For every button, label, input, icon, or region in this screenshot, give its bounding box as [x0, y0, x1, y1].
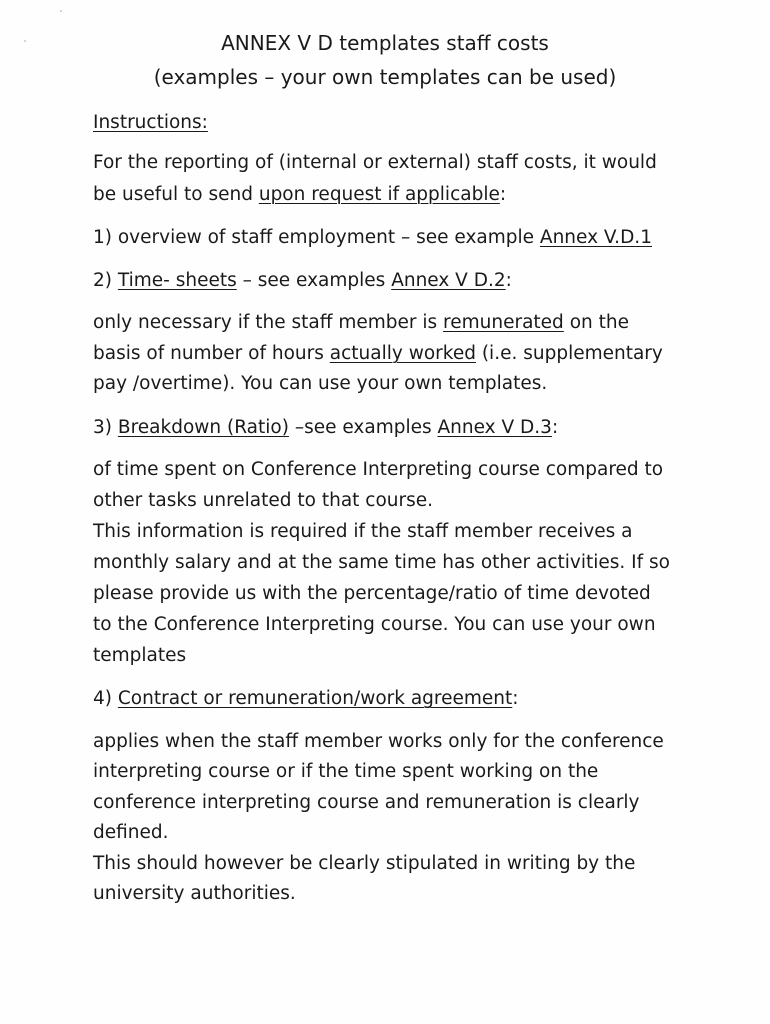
item-4-desc-line: university authorities.	[93, 883, 296, 904]
item-1-text: 1) overview of staff employment – see example	[93, 227, 540, 248]
item-2-desc-line	[93, 339, 663, 369]
upon-request-text: upon request if applicable	[258, 184, 500, 205]
intro-colon: :	[499, 184, 507, 205]
item-3-number: 3)	[93, 417, 118, 438]
item-4	[93, 684, 519, 714]
annex-vd1-ref: Annex V.D.1	[539, 227, 652, 248]
item-2-desc-line: pay /overtime). You can use your own templates.	[93, 373, 548, 394]
item-1	[93, 223, 652, 253]
item-4-desc-line: defined.	[93, 822, 169, 843]
item-4-desc-line: applies when the staff member works only for the conference	[93, 731, 664, 752]
item-2-text: – see examples	[236, 270, 392, 291]
annex-vd3-ref: Annex V D.3	[437, 417, 552, 438]
item-2-colon: :	[505, 270, 512, 291]
item-2-desc-text: only necessary if the staff member is	[93, 312, 444, 333]
item-2-desc-line	[93, 308, 629, 338]
instructions-heading: Instructions:	[93, 112, 208, 133]
item-3-desc-line: other tasks unrelated to that course.	[93, 490, 434, 511]
item-4-desc-line: This should however be clearly stipulated in writing by the	[93, 853, 636, 874]
page-subtitle: (examples – your own templates can be used)	[153, 65, 617, 89]
item-2-desc-text: basis of number of hours	[93, 343, 330, 364]
item-3	[93, 413, 558, 443]
annex-vd2-ref: Annex V D.2	[391, 270, 506, 291]
item-3-desc-line: monthly salary and at the same time has other activities. If so	[93, 552, 670, 573]
scan-speck	[60, 10, 62, 12]
item-4-desc-line: interpreting course or if the time spent working on the	[93, 761, 599, 782]
item-2-desc-text: on the	[563, 312, 629, 333]
item-2	[93, 266, 512, 296]
item-4-colon: :	[512, 688, 519, 709]
item-4-number: 4)	[93, 688, 118, 709]
actually-worked-text: actually worked	[329, 343, 476, 364]
item-3-desc-line: templates	[93, 645, 187, 666]
item-3-text: –see examples	[288, 417, 438, 438]
item-2-number: 2)	[93, 270, 118, 291]
intro-line-2	[93, 180, 506, 210]
item-3-name: Breakdown (Ratio)	[117, 417, 289, 438]
page-title: ANNEX V D templates staff costs	[221, 31, 549, 55]
item-4-name: Contract or remuneration/work agreement	[117, 688, 513, 709]
remunerated-text: remunerated	[443, 312, 564, 333]
item-3-desc-line: This information is required if the staff member receives a	[93, 521, 633, 542]
intro-line-1: For the reporting of (internal or external) staff costs, it would	[93, 152, 657, 173]
item-2-name: Time- sheets	[117, 270, 237, 291]
item-3-desc-line: please provide us with the percentage/ratio of time devoted	[93, 583, 651, 604]
item-3-desc-line: of time spent on Conference Interpreting course compared to	[93, 459, 664, 480]
item-3-desc-line: to the Conference Interpreting course. You can use your own	[93, 614, 656, 635]
item-4-desc-line: conference interpreting course and remuneration is clearly	[93, 792, 640, 813]
intro-text: be useful to send	[93, 184, 259, 205]
item-3-colon: :	[551, 417, 559, 438]
item-2-desc-text: (i.e. supplementary	[475, 343, 663, 364]
